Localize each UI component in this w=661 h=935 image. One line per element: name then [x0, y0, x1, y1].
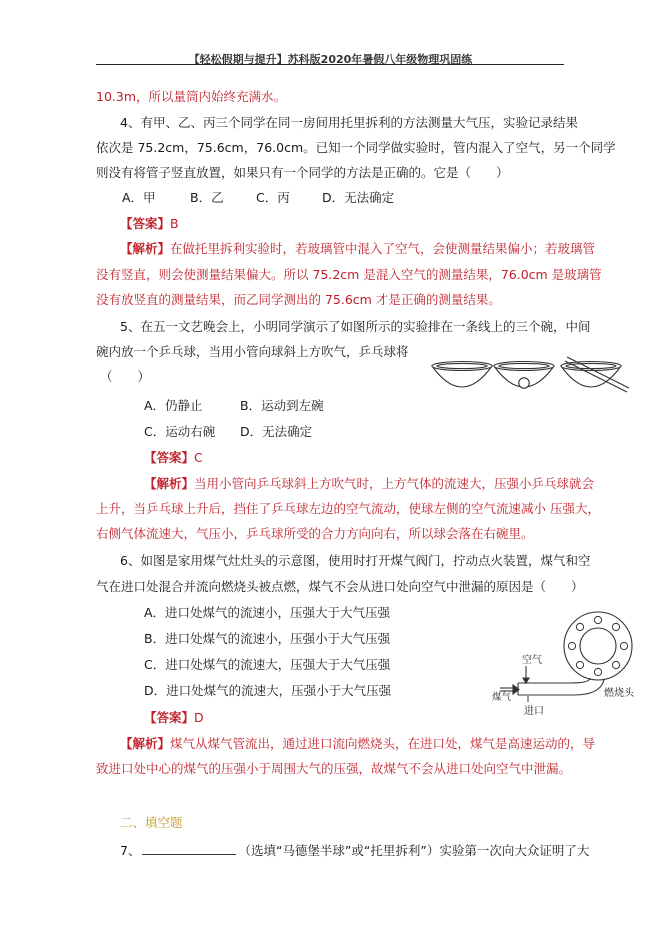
q4-analysis-line-1 [120, 240, 595, 258]
q5-analysis-label: 【解析】 [144, 476, 195, 491]
q4-analysis-label: 【解析】 [120, 241, 171, 256]
burner-holes [568, 616, 627, 675]
q5-line-3: （ ） [100, 369, 151, 384]
q6-analysis-line-2: 致进口处中心的煤气的压强小于周围大气的压强，故煤气不会从进口处向空气中泄漏。 [96, 761, 572, 776]
q7-text: （选填“马德堡半球”或“托里拆利”）实验第一次向大众证明了大 [238, 843, 590, 858]
q4-answer-value: B [170, 216, 179, 231]
three-bowls-figure [428, 346, 633, 404]
prev-answer-tail: 10.3m，所以量筒内始终充满水。 [96, 89, 287, 104]
header-rule [96, 64, 564, 65]
gas-burner-figure [488, 600, 654, 718]
q6-option-a: A．进口处煤气的流速小，压强大于大气压强 [144, 605, 391, 620]
q5-analysis-line-3: 右侧气体流速大，气压小，乒乓球所受的合力方向向右，所以球会落在右碗里。 [96, 526, 534, 541]
q4-option-a: A．甲 [122, 190, 156, 205]
q4-line-2: 依次是 75.2cm，75.6cm，76.0cm。已知一个同学做实验时，管内混入了空气，另一个同学 [96, 140, 616, 155]
q4-option-b: B．乙 [190, 190, 224, 205]
q7-answer-blank[interactable] [142, 842, 236, 855]
q4-line-1: 4、有甲、乙、丙三个同学在同一房间用托里拆利的方法测量大气压，实验记录结果 [120, 115, 578, 130]
q5-answer-value: C [194, 450, 203, 465]
q4-analysis-line-3: 没有放竖直的测量结果，而乙同学测出的 75.6cm 才是正确的测量结果。 [96, 292, 501, 307]
q4-option-c: C．丙 [256, 190, 290, 205]
section-heading-fill-blank: 二、填空题 [120, 815, 183, 830]
q5-analysis-line-1 [144, 475, 594, 493]
q6-analysis-text-1: 煤气从煤气管流出，通过进口流向燃烧头，在进口处，煤气是高速运动的，导 [170, 736, 596, 751]
q5-line-1: 5、在五一文艺晚会上，小明同学演示了如图所示的实验排在一条线上的三个碗，中间 [120, 319, 591, 334]
ping-pong-ball [519, 378, 529, 388]
gas-pipe [518, 678, 604, 695]
page-header: 【轻松假期与提升】苏科版2020年暑假八年级物理巩固练 [188, 53, 473, 66]
q4-analysis-text-1: 在做托里拆利实验时，若玻璃管中混入了空气，会使测量结果偏小；若玻璃管 [170, 241, 596, 256]
air-arrow [523, 666, 529, 683]
q6-answer-label: 【答案】 [144, 710, 195, 725]
label-air: 空气 [522, 655, 542, 666]
q7-line-1 [120, 842, 589, 860]
q5-option-a: A．仍静止 [144, 398, 203, 413]
left-bowl [432, 362, 492, 388]
q5-answer [144, 449, 203, 467]
q6-analysis-label: 【解析】 [120, 736, 171, 751]
q5-analysis-text-1: 当用小管向乒乓球斜上方吹气时，上方气体的流速大，压强小乒乓球就会 [194, 476, 595, 491]
q4-answer-label: 【答案】 [120, 216, 171, 231]
q6-line-1: 6、如图是家用煤气灶灶头的示意图，使用时打开煤气阀门，拧动点火装置，煤气和空 [120, 553, 591, 568]
label-burner: 燃烧头 [604, 688, 634, 699]
q5-line-2: 碗内放一个乒乓球，当用小管向球斜上方吹气，乒乓球将 [96, 344, 409, 359]
q5-option-b: B．运动到左碗 [240, 398, 324, 413]
q4-answer [120, 215, 179, 233]
q4-analysis-line-2: 没有竖直，则会使测量结果偏大。所以 75.2cm 是混入空气的测量结果，76.0cm 是玻璃管 [96, 267, 602, 282]
q4-option-d: D．无法确定 [322, 190, 395, 205]
q6-option-c: C．进口处煤气的流速大，压强大于大气压强 [144, 657, 391, 672]
q5-analysis-line-2: 上升，当乒乓球上升后，挡住了乒乓球左边的空气流动，使球左侧的空气流速减小 压强大， [96, 501, 600, 516]
q5-answer-label: 【答案】 [144, 450, 195, 465]
q6-option-d: D．进口处煤气的流速大，压强小于大气压强 [144, 683, 392, 698]
q5-option-c: C．运动右碗 [144, 424, 216, 439]
q6-answer [144, 709, 204, 727]
label-gas: 煤气 [492, 692, 512, 703]
q7-number: 7、 [120, 843, 141, 858]
q6-line-2: 气在进口处混合并流向燃烧头被点燃，煤气不会从进口处向空气中泄漏的原因是（ ） [96, 579, 584, 594]
q5-option-d: D．无法确定 [240, 424, 313, 439]
q6-option-b: B．进口处煤气的流速小，压强小于大气压强 [144, 631, 391, 646]
q4-line-3: 则没有将管子竖直放置，如果只有一个同学的方法是正确的。它是（ ） [96, 165, 509, 180]
q6-analysis-line-1 [120, 735, 595, 753]
label-inlet: 进口 [524, 706, 544, 717]
q6-answer-value: D [194, 710, 204, 725]
